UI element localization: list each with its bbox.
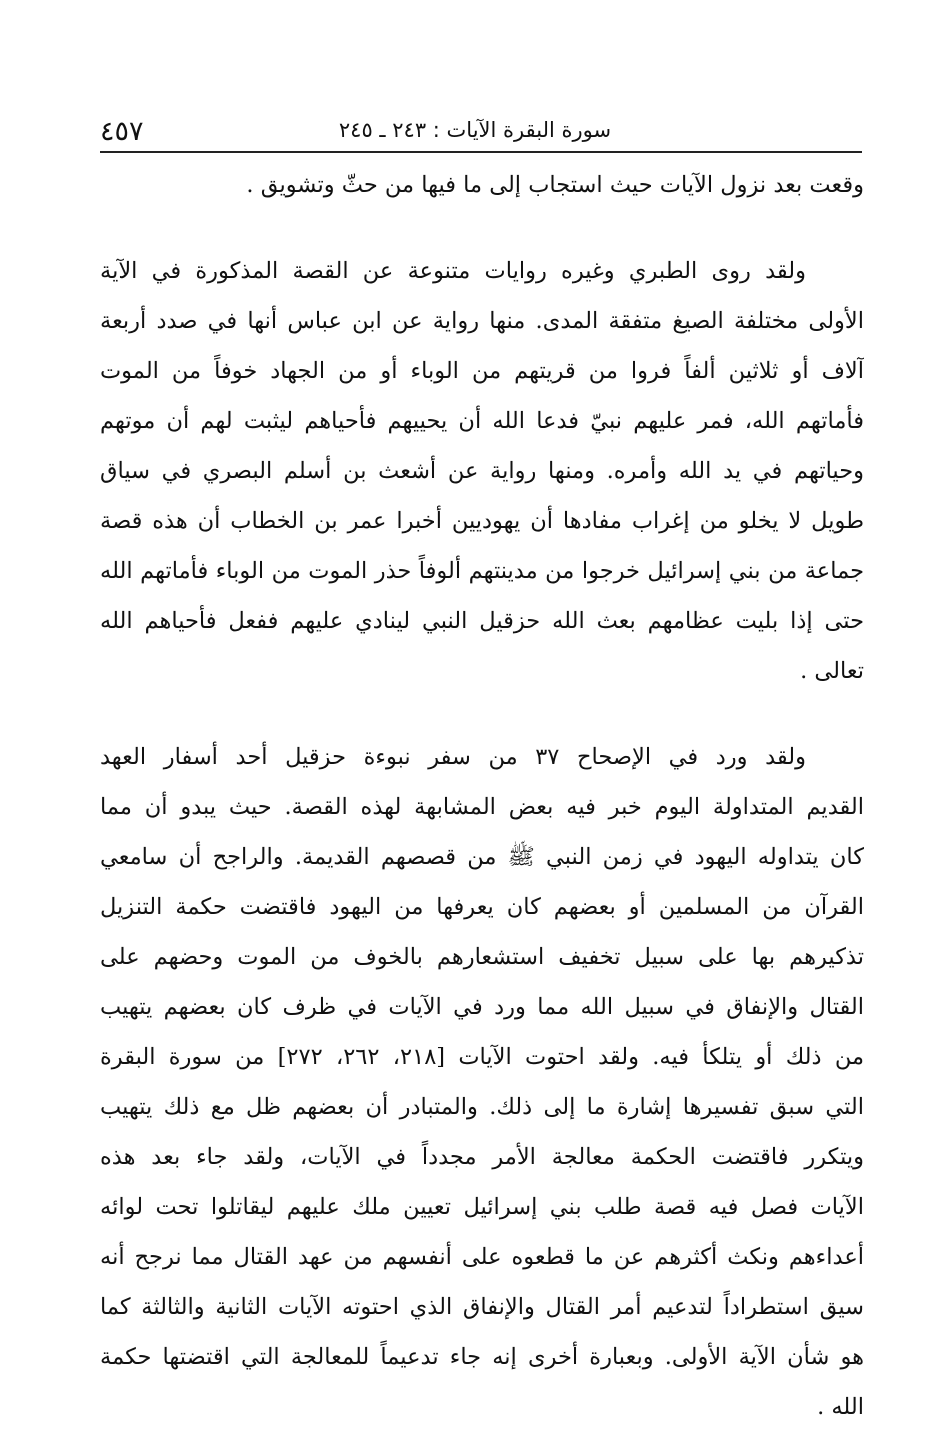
paragraph-1 <box>100 160 864 210</box>
text-line: القرآن من المسلمين أو بعضهم كان يعرفها من اليهود فاقتضت حكمة التنزيل <box>100 894 864 920</box>
paragraph-gap <box>100 210 864 246</box>
paragraph-2 <box>100 246 864 696</box>
text-line: الأولى مختلفة الصيغ متفقة المدى. منها رواية عن ابن عباس أنها في صدد أربعة <box>100 308 864 334</box>
text-line: ولقد روى الطبري وغيره روايات متنوعة عن القصة المذكورة في الآية <box>100 258 806 284</box>
text-line: كان يتداوله اليهود في زمن النبي ﷺ من قصصهم القديمة. والراجح أن سامعي <box>100 844 864 870</box>
text-line: ويتكرر فاقتضت الحكمة معالجة الأمر مجدداً في الآيات، ولقد جاء بعد هذه <box>100 1144 864 1170</box>
text-line: سيق استطراداً لتدعيم أمر القتال والإنفاق الذي احتوته الآيات الثانية والثالثة كما <box>100 1294 864 1320</box>
paragraph-gap <box>100 696 864 732</box>
text-line: الله . <box>817 1394 864 1420</box>
running-title: سورة البقرة الآيات : ٢٤٣ ـ ٢٤٥ <box>338 118 612 142</box>
text-line: حتى إذا بليت عظامهم بعث الله حزقيل النبي لينادي عليهم ففعل فأحياهم الله <box>100 608 864 634</box>
text-line: جماعة من بني إسرائيل خرجوا من مدينتهم ألوفاً حذر الموت من الوباء فأماتهم الله <box>100 558 864 584</box>
text-line: فأماتهم الله، فمر عليهم نبيّ فدعا الله أن يحييهم فأحياهم ليثبت لهم أن موتهم <box>100 408 864 434</box>
text-line: القتال والإنفاق في سبيل الله مما ورد في الآيات في ظرف كان بعضهم يتهيب <box>100 994 864 1020</box>
text-line: آلاف أو ثلاثين ألفاً فروا من قريتهم من الوباء أو من الجهاد خوفاً من الموت <box>100 358 864 384</box>
paragraph-3 <box>100 732 864 1432</box>
text-line: تذكيرهم بها على سبيل تخفيف استشعارهم بالخوف من الموت وحضهم على <box>100 944 864 970</box>
text-line: طويل لا يخلو من إغراب مفادها أن يهوديين أخبرا عمر بن الخطاب أن هذه قصة <box>100 508 864 534</box>
page-number: ٤٥٧ <box>100 116 144 147</box>
text-line: ولقد ورد في الإصحاح ٣٧ من سفر نبوءة حزقيل أحد أسفار العهد <box>100 744 807 770</box>
page-header <box>100 112 862 152</box>
text-line: تعالى . <box>800 658 864 684</box>
text-line: من ذلك أو يتلكأ فيه. ولقد احتوت الآيات [٢١٨، ٢٦٢، ٢٧٢] من سورة البقرة <box>100 1044 864 1070</box>
text-line: القديم المتداولة اليوم خبر فيه بعض المشابهة لهذه القصة. حيث يبدو أن مما <box>100 794 864 820</box>
text-line: هو شأن الآية الأولى. وبعبارة أخرى إنه جاء تدعيماً للمعالجة التي اقتضتها حكمة <box>100 1344 864 1370</box>
text-line: وحياتهم في يد الله وأمره. ومنها رواية عن أشعث بن أسلم البصري في سياق <box>100 458 864 484</box>
text-line: التي سبق تفسيرها إشارة ما إلى ذلك. والمتبادر أن بعضهم ظل مع ذلك يتهيب <box>100 1094 864 1120</box>
text-line: أعداءهم ونكث أكثرهم عن ما قطعوه على أنفسهم من عهد القتال مما نرجح أنه <box>100 1244 864 1270</box>
text-line: الآيات فصل فيه قصة طلب بني إسرائيل تعيين ملك عليهم ليقاتلوا تحت لوائه <box>100 1194 864 1220</box>
text-line: وقعت بعد نزول الآيات حيث استجاب إلى ما فيها من حثّ وتشويق . <box>246 172 864 198</box>
body-text <box>100 160 864 1432</box>
header-divider <box>100 151 862 153</box>
